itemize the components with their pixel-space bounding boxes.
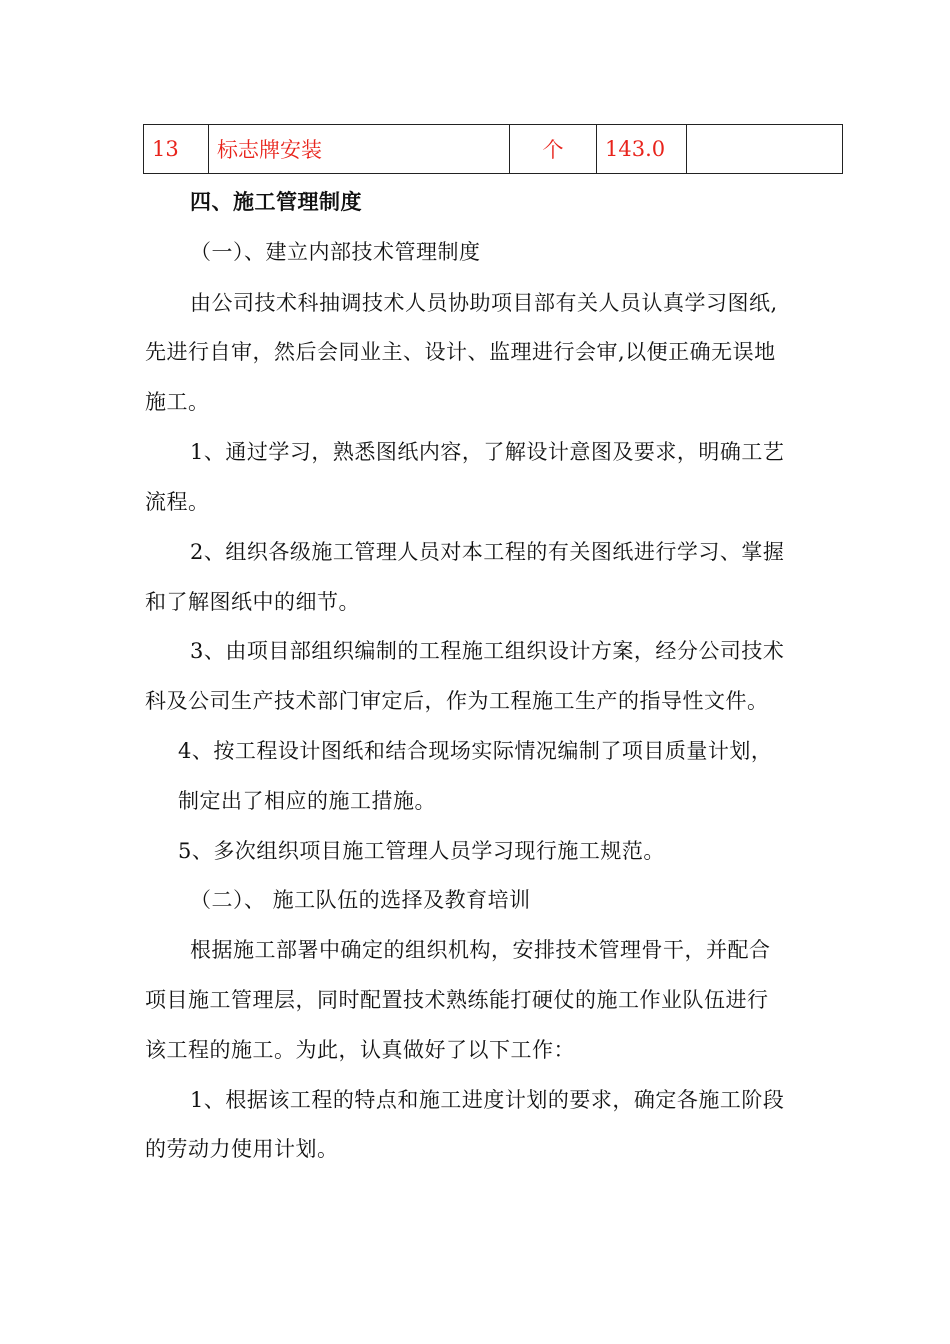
paragraph-line: 施工。 xyxy=(145,390,210,414)
list-item-line: 的劳动力使用计划。 xyxy=(145,1137,339,1161)
list-item-line: 制定出了相应的施工措施。 xyxy=(178,789,436,813)
list-item-line: 5、多次组织项目施工管理人员学习现行施工规范。 xyxy=(178,839,665,863)
paragraph-line: 项目施工管理层，同时配置技术熟练能打硬仗的施工作业队伍进行 xyxy=(145,988,769,1012)
cell-remark xyxy=(687,125,843,174)
list-item-line: 1、通过学习，熟悉图纸内容，了解设计意图及要求，明确工艺 xyxy=(190,440,785,464)
quantity-table xyxy=(143,124,843,174)
paragraph-line: 根据施工部署中确定的组织机构，安排技术管理骨干，并配合 xyxy=(190,938,771,962)
cell-unit: 个 xyxy=(510,125,597,174)
subsection-heading-1: （一）、建立内部技术管理制度 xyxy=(190,240,481,264)
table-row xyxy=(144,125,843,174)
list-item-line: 4、按工程设计图纸和结合现场实际情况编制了项目质量计划， xyxy=(178,739,773,763)
section-heading: 四、施工管理制度 xyxy=(190,189,362,214)
paragraph-line: 由公司技术科抽调技术人员协助项目部有关人员认真学习图纸, xyxy=(190,291,778,315)
list-item-line: 流程。 xyxy=(145,490,210,514)
list-item-line: 科及公司生产技术部门审定后，作为工程施工生产的指导性文件。 xyxy=(145,689,769,713)
list-item-line: 2、组织各级施工管理人员对本工程的有关图纸进行学习、掌握 xyxy=(190,540,785,564)
cell-number: 13 xyxy=(144,125,209,174)
paragraph-line: 先进行自审，然后会同业主、设计、监理进行会审,以便正确无误地 xyxy=(145,340,776,364)
list-item-line: 3、由项目部组织编制的工程施工组织设计方案，经分公司技术 xyxy=(190,639,785,663)
list-item-line: 1、根据该工程的特点和施工进度计划的要求，确定各施工阶段 xyxy=(190,1088,785,1112)
list-item-line: 和了解图纸中的细节。 xyxy=(145,590,360,614)
cell-quantity: 143.0 xyxy=(597,125,687,174)
subsection-heading-2: （二）、 施工队伍的选择及教育培训 xyxy=(190,888,531,912)
cell-item-name: 标志牌安装 xyxy=(209,125,510,174)
paragraph-line: 该工程的施工。为此，认真做好了以下工作： xyxy=(145,1038,575,1062)
